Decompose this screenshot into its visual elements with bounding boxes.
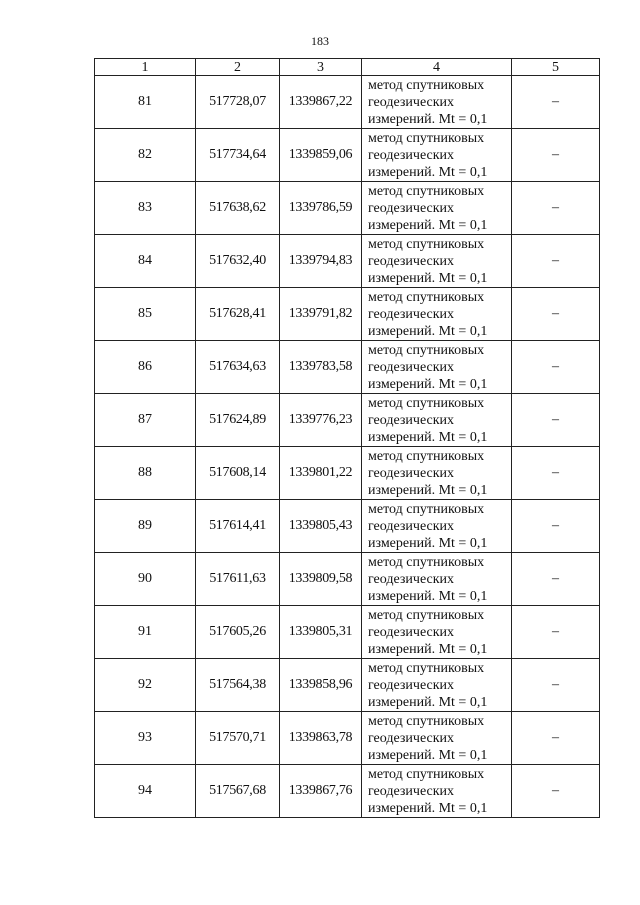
x-coordinate-cell: 517564,38 bbox=[196, 659, 280, 712]
x-coordinate-cell: 517570,71 bbox=[196, 712, 280, 765]
method-cell bbox=[362, 182, 512, 235]
method-text-line: измерений. Mt = 0,1 bbox=[368, 694, 488, 710]
method-text-line: измерений. Mt = 0,1 bbox=[368, 482, 488, 498]
table-row bbox=[95, 659, 600, 712]
x-coordinate-cell: 517734,64 bbox=[196, 129, 280, 182]
point-number-cell: 85 bbox=[95, 288, 196, 341]
method-cell bbox=[362, 500, 512, 553]
method-text-line: метод спутниковых bbox=[368, 342, 485, 358]
method-cell bbox=[362, 606, 512, 659]
note-cell: – bbox=[512, 553, 600, 606]
table-row bbox=[95, 182, 600, 235]
method-text-line: метод спутниковых bbox=[368, 77, 485, 93]
note-cell: – bbox=[512, 712, 600, 765]
method-cell bbox=[362, 765, 512, 818]
method-text-line: метод спутниковых bbox=[368, 554, 485, 570]
note-cell: – bbox=[512, 76, 600, 129]
point-number-cell: 91 bbox=[95, 606, 196, 659]
method-cell bbox=[362, 447, 512, 500]
method-cell bbox=[362, 553, 512, 606]
table-row bbox=[95, 394, 600, 447]
y-coordinate-cell: 1339791,82 bbox=[280, 288, 362, 341]
y-coordinate-cell: 1339863,78 bbox=[280, 712, 362, 765]
y-coordinate-cell: 1339858,96 bbox=[280, 659, 362, 712]
point-number-cell: 92 bbox=[95, 659, 196, 712]
method-text-line: измерений. Mt = 0,1 bbox=[368, 270, 488, 286]
coordinates-table bbox=[94, 58, 600, 818]
x-coordinate-cell: 517634,63 bbox=[196, 341, 280, 394]
note-cell: – bbox=[512, 447, 600, 500]
method-text-line: метод спутниковых bbox=[368, 660, 485, 676]
method-cell bbox=[362, 394, 512, 447]
method-text-line: измерений. Mt = 0,1 bbox=[368, 164, 488, 180]
y-coordinate-cell: 1339786,59 bbox=[280, 182, 362, 235]
point-number-cell: 89 bbox=[95, 500, 196, 553]
point-number-cell: 81 bbox=[95, 76, 196, 129]
table-row bbox=[95, 500, 600, 553]
point-number-cell: 84 bbox=[95, 235, 196, 288]
method-text-line: геодезических bbox=[368, 359, 455, 375]
table-row bbox=[95, 129, 600, 182]
method-text-line: геодезических bbox=[368, 518, 455, 534]
note-cell: – bbox=[512, 500, 600, 553]
table-row bbox=[95, 765, 600, 818]
method-text-line: геодезических bbox=[368, 200, 455, 216]
point-number-cell: 93 bbox=[95, 712, 196, 765]
method-text-line: метод спутниковых bbox=[368, 236, 485, 252]
table-header-row bbox=[95, 59, 600, 76]
method-cell bbox=[362, 341, 512, 394]
method-text-line: геодезических bbox=[368, 306, 455, 322]
method-cell bbox=[362, 288, 512, 341]
method-text-line: метод спутниковых bbox=[368, 607, 485, 623]
point-number-cell: 82 bbox=[95, 129, 196, 182]
header-col-3: 3 bbox=[280, 59, 362, 76]
note-cell: – bbox=[512, 341, 600, 394]
note-cell: – bbox=[512, 765, 600, 818]
method-text-line: измерений. Mt = 0,1 bbox=[368, 429, 488, 445]
method-text-line: метод спутниковых bbox=[368, 501, 485, 517]
table-row bbox=[95, 553, 600, 606]
method-text-line: геодезических bbox=[368, 677, 455, 693]
method-text-line: измерений. Mt = 0,1 bbox=[368, 323, 488, 339]
y-coordinate-cell: 1339867,22 bbox=[280, 76, 362, 129]
x-coordinate-cell: 517608,14 bbox=[196, 447, 280, 500]
note-cell: – bbox=[512, 394, 600, 447]
x-coordinate-cell: 517624,89 bbox=[196, 394, 280, 447]
note-cell: – bbox=[512, 129, 600, 182]
table-row bbox=[95, 235, 600, 288]
x-coordinate-cell: 517567,68 bbox=[196, 765, 280, 818]
header-col-2: 2 bbox=[196, 59, 280, 76]
method-text-line: измерений. Mt = 0,1 bbox=[368, 376, 488, 392]
method-text-line: измерений. Mt = 0,1 bbox=[368, 217, 488, 233]
header-col-5: 5 bbox=[512, 59, 600, 76]
method-text-line: метод спутниковых bbox=[368, 130, 485, 146]
method-text-line: измерений. Mt = 0,1 bbox=[368, 747, 488, 763]
method-cell bbox=[362, 659, 512, 712]
page-number: 183 bbox=[311, 34, 329, 48]
method-text-line: геодезических bbox=[368, 730, 455, 746]
method-cell bbox=[362, 712, 512, 765]
method-text-line: измерений. Mt = 0,1 bbox=[368, 535, 488, 551]
method-text-line: метод спутниковых bbox=[368, 395, 485, 411]
y-coordinate-cell: 1339783,58 bbox=[280, 341, 362, 394]
x-coordinate-cell: 517605,26 bbox=[196, 606, 280, 659]
table-row bbox=[95, 447, 600, 500]
table-row bbox=[95, 76, 600, 129]
y-coordinate-cell: 1339867,76 bbox=[280, 765, 362, 818]
note-cell: – bbox=[512, 235, 600, 288]
point-number-cell: 83 bbox=[95, 182, 196, 235]
header-col-4: 4 bbox=[362, 59, 512, 76]
method-cell bbox=[362, 235, 512, 288]
method-text-line: геодезических bbox=[368, 465, 455, 481]
x-coordinate-cell: 517728,07 bbox=[196, 76, 280, 129]
note-cell: – bbox=[512, 606, 600, 659]
method-cell bbox=[362, 129, 512, 182]
y-coordinate-cell: 1339776,23 bbox=[280, 394, 362, 447]
x-coordinate-cell: 517614,41 bbox=[196, 500, 280, 553]
method-cell bbox=[362, 76, 512, 129]
method-text-line: геодезических bbox=[368, 147, 455, 163]
table-row bbox=[95, 288, 600, 341]
method-text-line: измерений. Mt = 0,1 bbox=[368, 588, 488, 604]
y-coordinate-cell: 1339809,58 bbox=[280, 553, 362, 606]
method-text-line: геодезических bbox=[368, 412, 455, 428]
point-number-cell: 88 bbox=[95, 447, 196, 500]
method-text-line: метод спутниковых bbox=[368, 448, 485, 464]
method-text-line: геодезических bbox=[368, 624, 455, 640]
point-number-cell: 90 bbox=[95, 553, 196, 606]
point-number-cell: 86 bbox=[95, 341, 196, 394]
method-text-line: метод спутниковых bbox=[368, 183, 485, 199]
method-text-line: геодезических bbox=[368, 783, 455, 799]
note-cell: – bbox=[512, 182, 600, 235]
table-row bbox=[95, 712, 600, 765]
method-text-line: метод спутниковых bbox=[368, 289, 485, 305]
table-row bbox=[95, 341, 600, 394]
method-text-line: измерений. Mt = 0,1 bbox=[368, 111, 488, 127]
point-number-cell: 87 bbox=[95, 394, 196, 447]
y-coordinate-cell: 1339794,83 bbox=[280, 235, 362, 288]
x-coordinate-cell: 517632,40 bbox=[196, 235, 280, 288]
method-text-line: геодезических bbox=[368, 571, 455, 587]
method-text-line: метод спутниковых bbox=[368, 766, 485, 782]
x-coordinate-cell: 517628,41 bbox=[196, 288, 280, 341]
x-coordinate-cell: 517638,62 bbox=[196, 182, 280, 235]
method-text-line: метод спутниковых bbox=[368, 713, 485, 729]
y-coordinate-cell: 1339805,43 bbox=[280, 500, 362, 553]
method-text-line: геодезических bbox=[368, 253, 455, 269]
note-cell: – bbox=[512, 288, 600, 341]
point-number-cell: 94 bbox=[95, 765, 196, 818]
method-text-line: геодезических bbox=[368, 94, 455, 110]
y-coordinate-cell: 1339859,06 bbox=[280, 129, 362, 182]
method-text-line: измерений. Mt = 0,1 bbox=[368, 800, 488, 816]
header-col-1: 1 bbox=[95, 59, 196, 76]
method-text-line: измерений. Mt = 0,1 bbox=[368, 641, 488, 657]
table-row bbox=[95, 606, 600, 659]
y-coordinate-cell: 1339801,22 bbox=[280, 447, 362, 500]
x-coordinate-cell: 517611,63 bbox=[196, 553, 280, 606]
note-cell: – bbox=[512, 659, 600, 712]
y-coordinate-cell: 1339805,31 bbox=[280, 606, 362, 659]
